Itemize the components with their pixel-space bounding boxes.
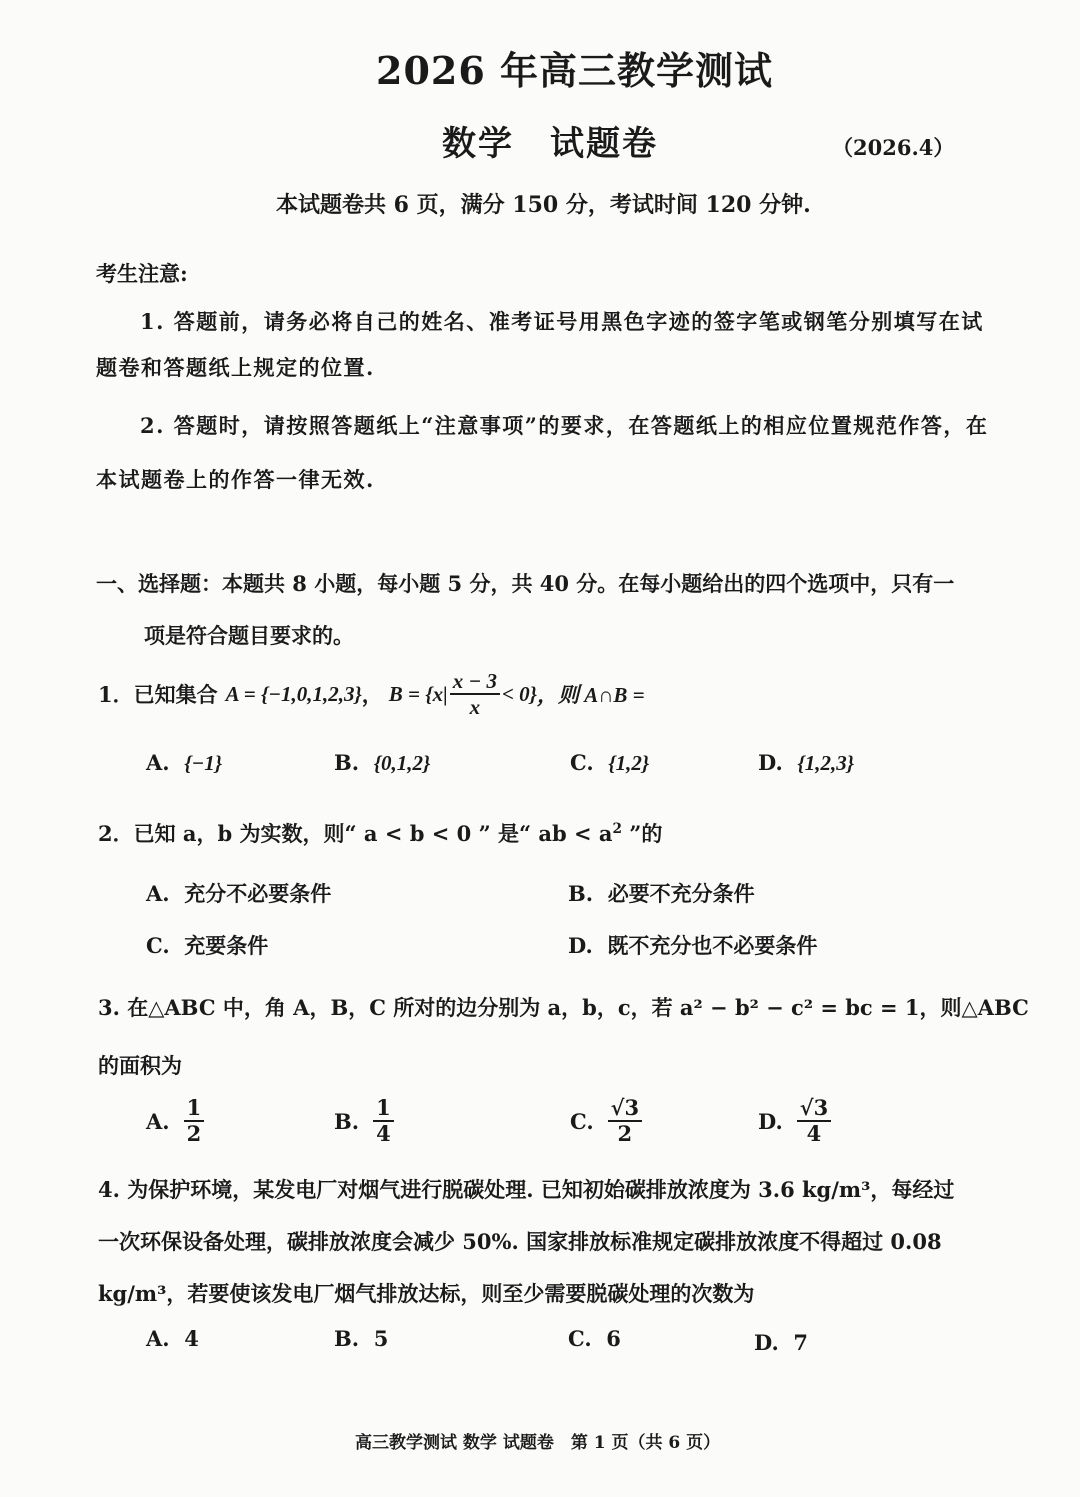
option-value: {0,1,2} [373,751,431,775]
notice-item-2-line-1: 2. 答题时，请按照答题纸上“注意事项”的要求，在答题纸上的相应位置规范作答，在 [140,413,989,438]
q2-superscript: 2 [612,821,622,837]
q1-fraction-denominator: x [469,695,481,719]
q1-comma: ， [361,682,383,707]
fraction-numerator: 1 [373,1096,394,1122]
question-4-line-3: kg/m³，若要使该发电厂烟气排放达标，则至少需要脱碳处理的次数为 [98,1281,755,1306]
question-1-stem [98,664,645,724]
exam-subtitle: 数学 试题卷 [442,124,658,164]
option-label: C. [146,933,170,958]
question-3-stem-line-1: 3. 在△ABC 中，角 A，B，C 所对的边分别为 a，b，c，若 a² − b² − c² = bc = 1，则△ABC [98,995,1029,1020]
option-label: D. [758,1108,783,1134]
q3-option-c [570,1096,644,1146]
option-value: 充分不必要条件 [184,881,332,906]
q1-fraction [450,669,500,719]
notice-item-1-line-2: 题卷和答题纸上规定的位置. [96,355,375,380]
question-3-stem-line-2: 的面积为 [98,1053,182,1078]
q4-option-d [754,1330,808,1355]
option-label: A. [146,1108,170,1134]
option-fraction [608,1096,642,1146]
question-2-stem [98,818,662,848]
q3-option-d [758,1096,833,1146]
q1-option-a [146,750,222,776]
option-label: B. [334,1326,360,1351]
option-label: C. [570,750,594,775]
section-1-heading-line-2: 项是符合题目要求的。 [144,623,354,648]
q4-option-b [334,1326,388,1351]
q2-stem-end: ”的 [621,821,663,846]
option-label: A. [146,750,170,775]
q2-option-a [146,878,331,908]
option-value: 6 [606,1326,621,1351]
option-fraction [373,1096,394,1146]
q1-set-a: A = {−1,0,1,2,3} [225,681,362,706]
option-label: B. [334,1108,360,1134]
option-value: {−1} [184,751,223,775]
q4-option-c [568,1326,621,1351]
fraction-numerator: √3 [608,1096,642,1122]
option-label: C. [570,1108,594,1134]
option-label: D. [754,1330,779,1355]
fraction-denominator: 4 [806,1121,822,1147]
q3-option-b [334,1096,396,1146]
option-value: 5 [373,1326,389,1351]
option-value: 4 [184,1326,199,1351]
q4-option-a [146,1326,199,1351]
q2-option-c [146,930,268,960]
option-label: A. [146,881,170,906]
fraction-denominator: 2 [186,1121,202,1147]
notice-item-2-line-2: 本试题卷上的作答一律无效. [96,467,375,492]
option-value: {1,2,3} [797,751,855,775]
q1-option-d [758,750,854,776]
fraction-numerator: √3 [797,1096,831,1122]
option-value: {1,2} [608,751,650,775]
notice-heading: 考生注意: [96,261,188,286]
q2-option-d [568,930,817,960]
q2-option-b [568,878,755,908]
exam-title: 2026 年高三教学测试 [376,48,773,93]
fraction-denominator: 2 [617,1121,633,1147]
fraction-denominator: 4 [376,1121,391,1147]
option-value: 既不充分也不必要条件 [607,933,818,958]
exam-date: （2026.4） [832,135,955,160]
q1-fraction-numerator: x − 3 [450,669,500,695]
q1-option-b [334,750,430,776]
option-fraction [184,1096,205,1146]
option-label: C. [568,1326,592,1351]
question-4-line-2: 一次环保设备处理，碳排放浓度会减少 50%. 国家排放标准规定碳排放浓度不得超过 0.08 [98,1229,942,1254]
q1-option-c [570,750,649,776]
option-value: 充要条件 [184,933,269,958]
option-label: B. [568,881,594,906]
option-label: D. [758,750,783,775]
option-value: 必要不充分条件 [607,881,755,906]
option-fraction [797,1096,831,1146]
question-4-line-1: 4. 为保护环境，某发电厂对烟气进行脱碳处理. 已知初始碳排放浓度为 3.6 kg/m³，每经过 [98,1177,955,1202]
q3-option-a [146,1096,206,1146]
section-1-heading-line-1: 一、选择题：本题共 8 小题，每小题 5 分，共 40 分。在每小题给出的四个选项中，只有一 [96,571,955,596]
q1-prefix: 1．已知集合 [98,682,218,707]
q1-ask: ，则 A∩B = [536,683,645,707]
option-label: B. [334,750,360,775]
exam-info: 本试题卷共 6 页，满分 150 分，考试时间 120 分钟. [276,192,811,218]
q2-stem-text: 2．已知 a，b 为实数，则“ a < b < 0 ” 是“ ab < a [98,821,613,846]
notice-item-1-line-1: 1. 答题前，请务必将自己的姓名、准考证号用黑色字迹的签字笔或钢笔分别填写在试 [140,309,984,334]
option-label: A. [146,1326,170,1351]
q1-set-b-open: B = {x| [388,681,448,706]
fraction-numerator: 1 [184,1096,205,1122]
page-footer: 高三教学测试 数学 试题卷 第 1 页（共 6 页） [355,1433,721,1453]
q1-set-b-close: < 0} [501,681,537,706]
option-label: D. [568,933,593,958]
option-value: 7 [793,1330,809,1355]
